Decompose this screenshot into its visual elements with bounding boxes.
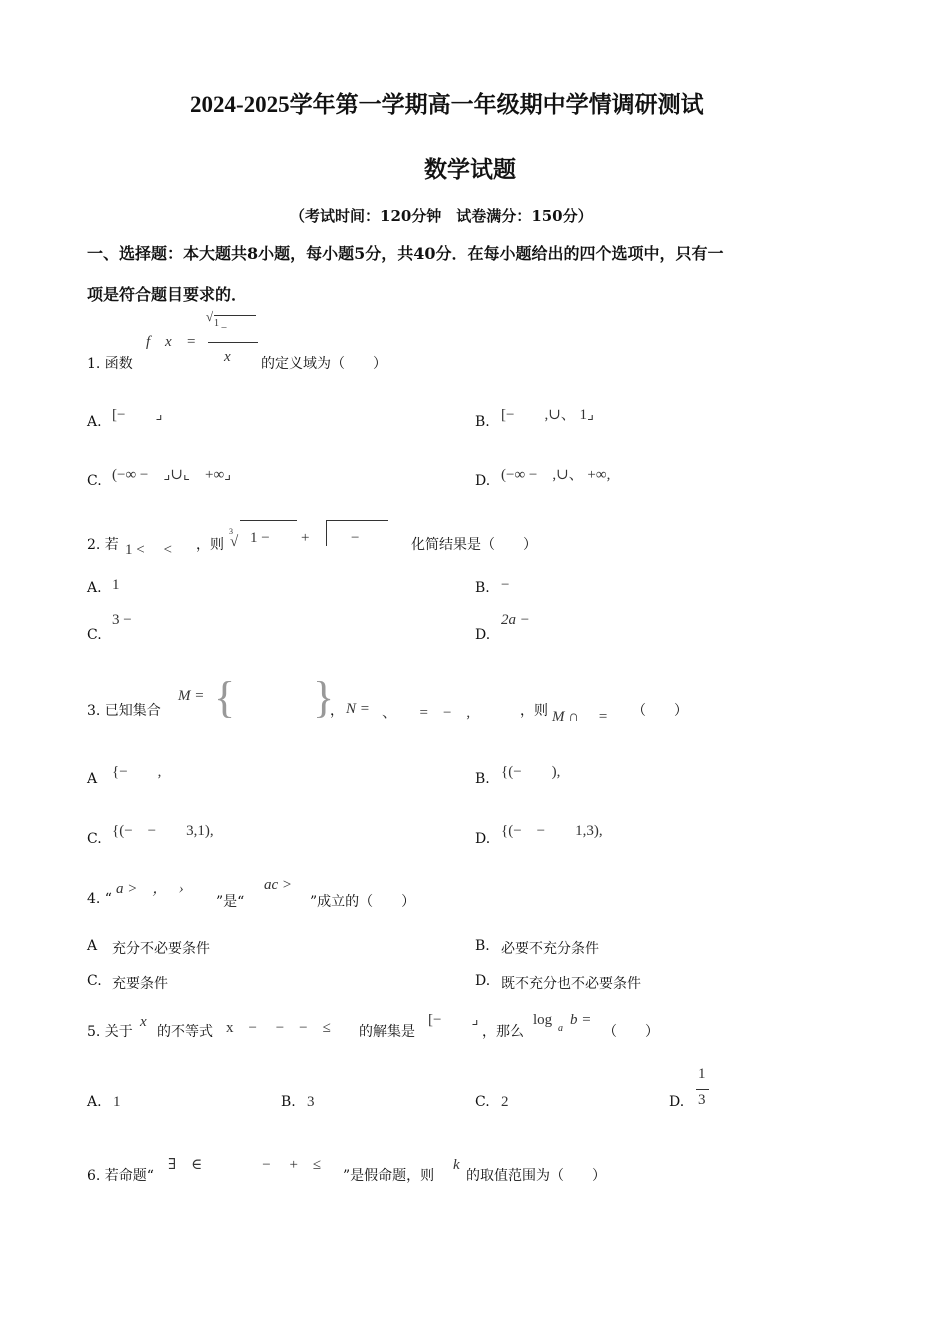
q3-option-c-label: C. <box>87 831 102 847</box>
q6-variable-k: k <box>453 1157 460 1173</box>
q5-log: log <box>533 1012 553 1028</box>
q5-option-d-denominator: 3 <box>698 1092 706 1108</box>
q5-inequality: x − − − ≤ <box>226 1020 331 1036</box>
q3-suffix: （ ） <box>632 703 688 719</box>
q1-radical-bar <box>214 315 256 316</box>
q2-radicand-1: 1 − <box>250 530 270 546</box>
q5-solution-interval: [− ⌟ <box>428 1012 479 1028</box>
q1-x: x <box>165 334 172 350</box>
section-heading-line2: 项是符合题目要求的． <box>87 285 248 304</box>
q5-mid-2: 的解集是 <box>359 1024 415 1040</box>
q6-proposition: ∃ ∈ − + ≤ <box>168 1157 322 1173</box>
q2-option-c-label: C. <box>87 627 102 643</box>
exam-title: 2024-2025学年第一学期高一年级期中学情调研测试 <box>190 92 704 117</box>
q5-log-base: a <box>558 1023 563 1034</box>
q2-option-c: 3 − <box>112 612 132 628</box>
q1-option-d: (−∞ − ,∪、 +∞, <box>501 467 611 483</box>
q2-radical-bar-1 <box>240 520 297 521</box>
q2-option-b: − <box>501 577 510 593</box>
q3-option-c: {(− − 3,1), <box>112 823 214 839</box>
q1-fraction-bar <box>208 342 258 343</box>
q3-option-d-label: D. <box>475 831 491 847</box>
q1-option-b: [− ,∪、 1⌟ <box>501 407 595 423</box>
q2-root-index: 3 <box>229 527 233 536</box>
q3-prefix: 3. 已知集合 <box>87 703 161 719</box>
section-heading-line1: 一、选择题：本大题共8小题，每小题5分，共40分．在每小题给出的四个选项中，只有一 <box>87 244 724 263</box>
q4-option-b-label: B. <box>475 938 490 954</box>
q1-denominator: x <box>224 349 231 365</box>
q2-plus: + <box>301 530 310 546</box>
q1-option-a-label: A. <box>87 414 102 430</box>
q2-option-d: 2a − <box>501 612 530 628</box>
q3-intersection: M ∩ = <box>552 709 608 725</box>
q4-prefix: 4. “ <box>87 891 112 907</box>
q3-option-d: {(− − 1,3), <box>501 823 603 839</box>
q1-option-b-label: B. <box>475 414 490 430</box>
q5-log-arg: b = <box>570 1012 592 1028</box>
q1-option-c: (−∞ − ⌟∪⌞ +∞⌟ <box>112 467 232 483</box>
q3-option-b-label: B. <box>475 771 490 787</box>
q5-option-a-label: A. <box>87 1094 102 1110</box>
q3-option-b: {(− ), <box>501 764 561 780</box>
q4-option-d-label: D. <box>475 973 491 989</box>
q5-mid-3: ，那么 <box>482 1024 524 1040</box>
q3-option-a-label: A <box>87 771 98 787</box>
q3-comma: ， <box>330 703 344 719</box>
q3-set-n-tail: 、 = − , <box>382 705 471 721</box>
q5-option-c-label: C. <box>475 1094 490 1110</box>
q1-option-c-label: C. <box>87 473 102 489</box>
q6-prefix: 6. 若命题“ <box>87 1168 154 1184</box>
q5-suffix: （ ） <box>603 1024 659 1040</box>
q5-prefix: 5. 关于 <box>87 1024 133 1040</box>
q2-suffix: 化简结果是（ ） <box>411 537 537 553</box>
q4-condition-2: ac > <box>264 877 293 893</box>
q6-suffix: 的取值范围为（ ） <box>466 1168 606 1184</box>
q2-option-d-label: D. <box>475 627 491 643</box>
q3-set-n: N = <box>346 701 370 717</box>
q1-numerator: 1 _ <box>214 318 227 329</box>
q5-option-d-fraction-bar <box>696 1089 709 1090</box>
q6-mid: ”是假命题，则 <box>343 1168 435 1184</box>
q1-option-d-label: D. <box>475 473 491 489</box>
q2-radicand-2: − <box>351 530 360 546</box>
q2-option-b-label: B. <box>475 580 490 596</box>
q1-prefix: 1. 函数 <box>87 356 133 372</box>
q2-radical-bar-2 <box>326 520 388 521</box>
q2-prefix: 2. 若 <box>87 537 119 553</box>
q4-option-a: 充分不必要条件 <box>112 941 210 957</box>
q5-option-d-numerator: 1 <box>698 1066 706 1082</box>
q4-option-b: 必要不充分条件 <box>501 941 599 957</box>
q2-radical-sign-1: √ <box>230 534 239 550</box>
q1-suffix: 的定义域为（ ） <box>261 356 387 372</box>
q5-option-c: 2 <box>501 1094 509 1110</box>
q1-radical-sign: √ <box>206 309 214 324</box>
q1-eq: = <box>187 334 196 350</box>
q3-brace-left: { <box>214 673 236 722</box>
q5-option-d-label: D. <box>669 1094 685 1110</box>
q3-brace-right: } <box>313 673 335 722</box>
q2-option-a-label: A. <box>87 580 102 596</box>
q4-suffix: ”成立的（ ） <box>310 894 416 910</box>
q3-option-a: {− , <box>112 764 162 780</box>
q5-option-b: 3 <box>307 1094 315 1110</box>
q5-variable-x: x <box>140 1014 147 1030</box>
q4-mid: ”是“ <box>216 894 245 910</box>
q2-radical-sign-2 <box>326 520 327 546</box>
subject-title: 数学试题 <box>424 157 516 182</box>
q4-option-c-label: C. <box>87 973 102 989</box>
q4-option-c: 充要条件 <box>112 976 168 992</box>
q4-option-a-label: A <box>87 938 98 954</box>
q4-condition-1: a > ， › <box>116 881 184 897</box>
exam-info: （考试时间：120分钟 试卷满分：150分） <box>290 207 593 225</box>
q1-option-a: [− ⌟ <box>112 407 163 423</box>
q3-then: ，则 <box>520 703 548 719</box>
q2-option-a: 1 <box>112 577 120 593</box>
q5-mid-1: 的不等式 <box>157 1024 213 1040</box>
q1-f: f <box>146 334 151 350</box>
q5-option-a: 1 <box>113 1094 121 1110</box>
q5-option-b-label: B. <box>281 1094 296 1110</box>
q4-option-d: 既不充分也不必要条件 <box>501 976 641 992</box>
q2-condition: 1 < < <box>125 542 172 558</box>
q3-set-m: M = <box>178 688 205 704</box>
q2-then: ，则 <box>196 537 224 553</box>
